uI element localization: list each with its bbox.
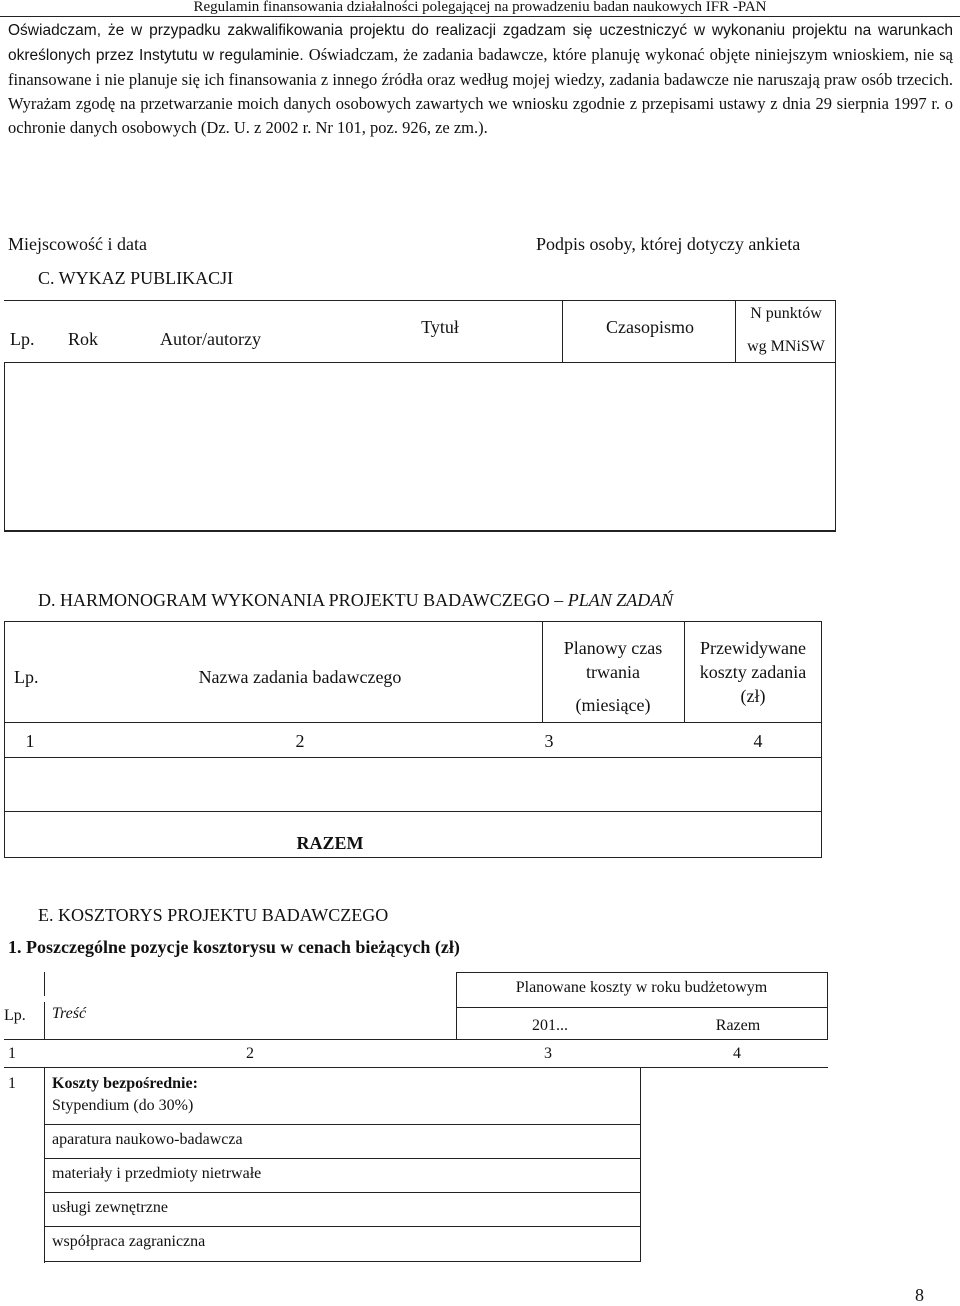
col-year: 201... [532,1017,568,1034]
total-label: RAZEM [296,833,364,853]
place-date-label: Miejscowość i data [8,234,147,254]
col-czas-line1: Planowy czas [563,638,663,658]
declaration-sentence-3: Wyrażam zgodę na przetwarzanie moich danych osobowych zawartych we wniosku zgodnie z przepisami ustawy z dnia 29 sierpnia 1997 r. o ochronie danych osobowych (Dz. U. z 2002 r. Nr 101, poz. 926, ze zm.). [8,94,953,137]
schedule-table [0,621,960,861]
col-tytul: Tytuł [421,317,459,337]
list-item: Stypendium (do 30%) [52,1097,194,1114]
list-item: materiały i przedmioty nietrwałe [52,1165,262,1182]
column-number: 3 [544,1045,552,1062]
col-autor: Autor/autorzy [160,329,261,349]
section-d-title: D. HARMONOGRAM WYKONANIA PROJEKTU BADAWCZEGO – PLAN ZADAŃ [38,590,674,610]
page-number: 8 [915,1285,924,1305]
col-lp: Lp. [14,667,39,687]
column-number: 4 [733,1045,741,1062]
column-number: 3 [544,731,554,751]
running-header: Regulamin finansowania działalności polegającej na prowadzeniu badan naukowych IFR -PAN [0,0,960,17]
col-tresc: Treść [52,1005,87,1022]
publications-table [0,300,960,532]
declaration-sentence-1: Oświadczam, że w przypadku zakwalifikowania projektu do realizacji zgadzam się uczestniczyć w wykonaniu projektu na warunkach określonych przez Instytutu w regulaminie. [8,22,953,64]
col-punkty-line2: wg MNiSW [747,338,825,355]
column-number: 1 [25,731,35,751]
col-lp: Lp. [10,329,35,349]
row-number: 1 [8,1075,16,1092]
col-koszty-line1: Przewidywane [700,638,806,658]
col-punkty-line1: N punktów [750,305,822,322]
col-koszty-line2: koszty zadania [699,662,807,682]
col-razem: Razem [715,1017,761,1034]
col-czas-line3: (miesiące) [575,695,651,715]
signature-label: Podpis osoby, której dotyczy ankieta [536,234,801,254]
section-e-subtitle: 1. Poszczególne pozycje kosztorysu w cenach bieżących (zł) [8,937,460,957]
list-item: aparatura naukowo-badawcza [52,1131,243,1148]
col-lp: Lp. [4,1007,26,1024]
column-number: 4 [753,731,763,751]
list-item: usługi zewnętrzne [52,1199,168,1216]
col-czas-line2: trwania [586,662,640,682]
declaration-sentence-2: Oświadczam, że zadania badawcze, które planuję wykonać objęte niniejszym wnioskiem, nie są finansowane i nie planuje się ich finansowania z innego źródła oraz według mojej wiedzy, zadania badawcze nie naruszają praw osób trzecich. [8,45,953,89]
declaration-paragraph [8,18,953,140]
section-e-title: E. KOSZTORYS PROJEKTU BADAWCZEGO [38,905,389,925]
column-number: 1 [8,1045,16,1062]
col-rok: Rok [68,329,99,349]
list-item: współpraca zagraniczna [52,1233,206,1250]
section-c-title: C. WYKAZ PUBLIKACJI [38,268,234,288]
col-czasopismo: Czasopismo [606,317,694,337]
list-item: Koszty bezpośrednie: [52,1075,198,1092]
column-number: 2 [246,1045,254,1062]
col-nazwa-zadania: Nazwa zadania badawczego [198,667,402,687]
col-planowane: Planowane koszty w roku budżetowym [515,979,768,996]
column-number: 2 [295,731,305,751]
col-koszty-line3: (zł) [740,686,766,706]
budget-table [0,972,960,1272]
